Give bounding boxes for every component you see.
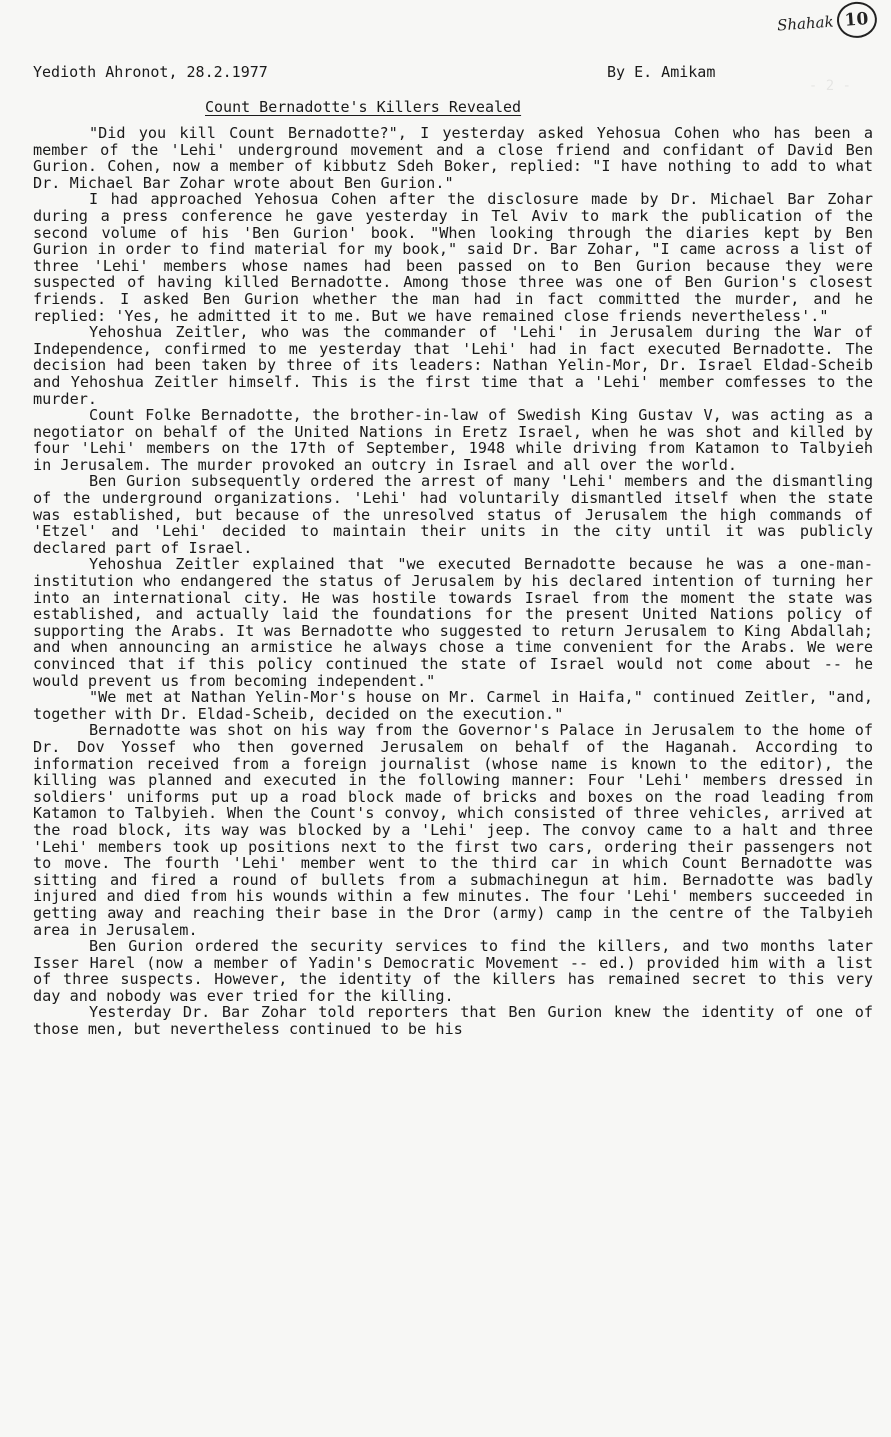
paragraph: "We met at Nathan Yelin-Mor's house on Mr. Carmel in Haifa," continued Zeitler, "and, together with Dr. Eldad-Scheib, decided on the execution." <box>33 688 873 723</box>
paragraph: "Did you kill Count Bernadotte?", I yesterday asked Yehosua Cohen who has been a member of the 'Lehi' underground movement and a close friend and confidant of David Ben Gurion. Cohen, now a member of kibbutz Sdeh Boker, replied: "I have nothing to add to what Dr. Michael Bar Zohar wrote about Ben Gurion." <box>33 124 873 192</box>
article-body <box>33 125 873 1038</box>
paragraph: Count Folke Bernadotte, the brother-in-law of Swedish King Gustav V, was acting as a negotiator on behalf of the United Nations in Eretz Israel, when he was shot and killed by four 'Lehi' members on the 17th of September, 1948 while driving from Katamon to Talbyieh in Jerusalem. The murder provoked an outcry in Israel and all over the world. <box>33 406 873 474</box>
handwritten-annotation <box>776 1 878 44</box>
handwritten-page-number: 10 <box>836 1 878 40</box>
paragraph: Ben Gurion subsequently ordered the arrest of many 'Lehi' members and the dismantling of the underground organizations. 'Lehi' had voluntarily dismantled itself when the state was established, but because of the unresolved status of Jerusalem the high commands of 'Etzel' and 'Lehi' decided to maintain their units in the city until it was publicly declared part of Israel. <box>33 472 873 557</box>
byline: By E. Amikam <box>607 63 716 81</box>
bleed-through-text: - 2 - <box>808 78 851 94</box>
article-header <box>33 63 833 85</box>
handwritten-name: Shahak <box>776 12 835 35</box>
paragraph: Yehoshua Zeitler, who was the commander of 'Lehi' in Jerusalem during the War of Independence, confirmed to me yesterday that 'Lehi' had in fact executed Bernadotte. The decision had been taken by three of its leaders: Nathan Yelin-Mor, Dr. Israel Eldad-Scheib and Yehoshua Zeitler himself. This is the first time that a 'Lehi' member comfesses to the murder. <box>33 323 873 408</box>
paragraph: Yehoshua Zeitler explained that "we executed Bernadotte because he was a one-man-institution who endangered the status of Jerusalem by his declared intention of turning her into an international city. He was hostile towards Israel from the moment the state was established, and actually laid the foundations for the present United Nations policy of supporting the Arabs. It was Bernadotte who suggested to return Jerusalem to King Abdallah; and when announcing an armistice he always chose a time convenient for the Arabs. We were convinced that if this policy continued the state of Israel would not come about -- he would prevent us from becoming independent." <box>33 555 873 690</box>
paragraph: Yesterday Dr. Bar Zohar told reporters that Ben Gurion knew the identity of one of those men, but nevertheless continued to be his <box>33 1003 873 1039</box>
headline: Count Bernadotte's Killers Revealed <box>205 98 522 116</box>
paragraph: Ben Gurion ordered the security services to find the killers, and two months later Isser Harel (now a member of Yadin's Democratic Movement -- ed.) provided him with a list of three suspects. However, the identity of the killers has remained secret to this very day and nobody was ever tried for the killing. <box>33 937 873 1005</box>
paragraph: I had approached Yehosua Cohen after the disclosure made by Dr. Michael Bar Zohar during a press conference he gave yesterday in Tel Aviv to mark the publication of the second volume of his 'Ben Gurion' book. "When looking through the diaries kept by Ben Gurion in order to find material for my book," said Dr. Bar Zohar, "I came across a list of three 'Lehi' members whose names had been passed on to Ben Gurion because they were suspected of having killed Bernadotte. Among those three was one of Ben Gurion's closest friends. I asked Ben Gurion whether the man had in fact committed the murder, and he replied: 'Yes, he admitted it to me. But we have remained close friends nevertheless'." <box>33 190 873 325</box>
paragraph: Bernadotte was shot on his way from the Governor's Palace in Jerusalem to the home of Dr. Dov Yossef who then governed Jerusalem on behalf of the Haganah. According to information received from a foreign journalist (whose name is known to the editor), the killing was planned and executed in the following manner: Four 'Lehi' members dressed in soldiers' uniforms put up a road block made of bricks and boxes on the road leading from Katamon to Talbyieh. When the Count's convoy, which consisted of three vehicles, arrived at the road block, its way was blocked by a 'Lehi' jeep. The convoy came to a halt and three 'Lehi' members took up positions next to the first two cars, ordering their passengers not to move. The fourth 'Lehi' member went to the third car in which Count Bernadotte was sitting and fired a round of bullets from a submachinegun at him. Bernadotte was badly injured and died from his wounds within a few minutes. The four 'Lehi' members succeeded in getting away and reaching their base in the Dror (army) camp in the centre of the Talbyieh area in Jerusalem. <box>33 721 873 939</box>
publication-date: Yedioth Ahronot, 28.2.1977 <box>33 63 268 81</box>
